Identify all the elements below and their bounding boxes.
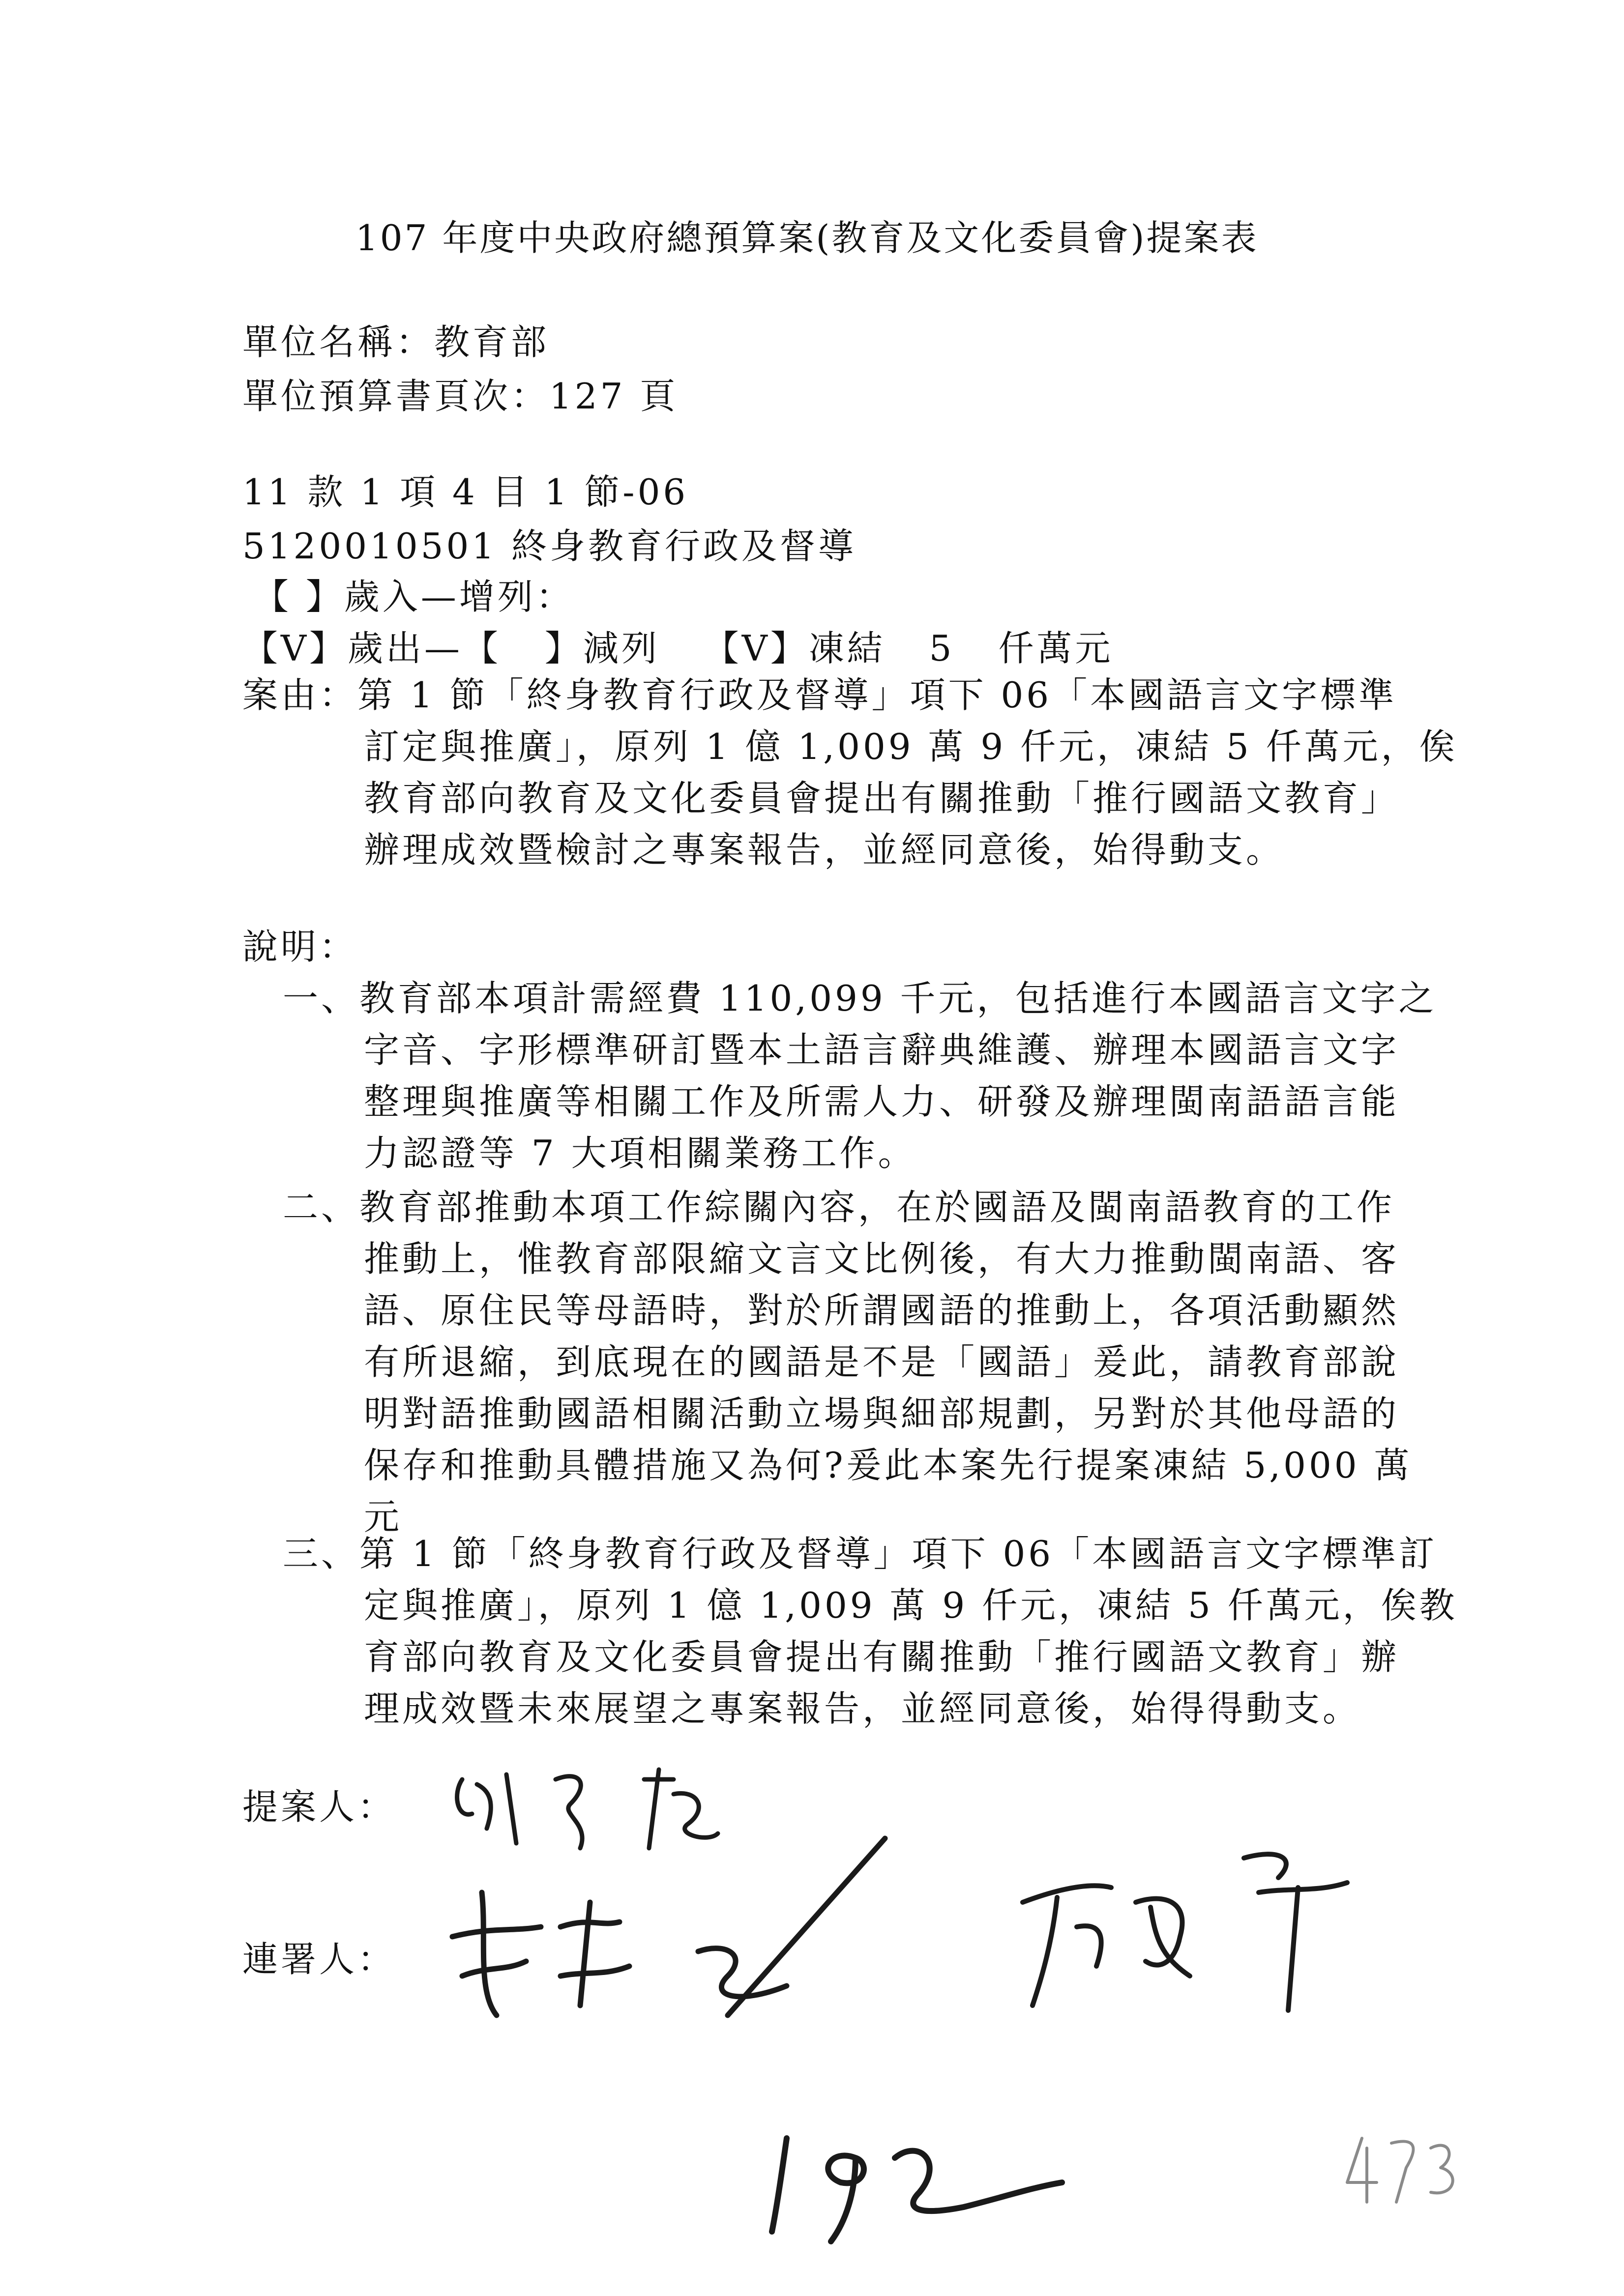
explanation-item-3-line: 三、第 1 節「終身教育行政及督導」項下 06「本國語言文字標準訂 [283,1533,1438,1574]
explanation-item-2-line: 二、教育部推動本項工作綜關內容，在於國語及閩南語教育的工作 [283,1187,1395,1228]
explanation-item-1-line: 力認證等 7 大項相關業務工作。 [364,1133,916,1174]
expenditure-line: 【V】歲出—【 】減列 【V】凍結 5 仟萬元 [242,628,1114,669]
explanation-item-2-line: 有所退縮，到底現在的國語是不是「國語」爰此，請教育部說 [364,1341,1400,1383]
unit-budget-page: 單位預算書頁次：127 頁 [242,376,679,417]
cosigner-label: 連署人： [242,1939,396,1980]
explanation-label: 說明： [242,926,358,967]
unit-name: 單位名稱：教育部 [242,321,550,363]
page-number [757,2119,1072,2246]
budget-item: 5120010501 終身教育行政及督導 [242,525,856,567]
explanation-item-3-line: 定與推廣」，原列 1 億 1,009 萬 9 仟元，凍結 5 仟萬元，俟教 [364,1585,1458,1626]
document-title: 107 年度中央政府總預算案(教育及文化委員會)提案表 [355,217,1259,259]
cosigner-signature-2 [1003,1829,1377,2025]
revenue-line: 【 】歲入—增列： [253,576,574,617]
budget-code: 11 款 1 項 4 目 1 節-06 [242,471,689,513]
explanation-item-2-line: 推動上，惟教育部限縮文言文比例後，有大力推動閩南語、客 [364,1238,1400,1279]
explanation-item-1-line: 字音、字形標準研訂暨本土語言辭典維護、辦理本國語言文字 [364,1029,1400,1071]
case-reason-line: 訂定與推廣」，原列 1 億 1,009 萬 9 仟元，凍結 5 仟萬元，俟 [364,726,1458,767]
cosigner-signature-1 [433,1829,924,2035]
explanation-item-2-line: 元 [364,1496,403,1538]
explanation-item-1-line: 一、教育部本項計需經費 110,099 千元，包括進行本國語言文字之 [283,978,1437,1019]
explanation-item-1-line: 整理與推廣等相關工作及所需人力、研發及辦理閩南語語言能 [364,1081,1400,1122]
proposer-label: 提案人： [242,1786,396,1828]
case-reason-line: 教育部向教育及文化委員會提出有關推動「推行國語文教育」 [364,778,1400,819]
case-reason-line: 案由：第 1 節「終身教育行政及督導」項下 06「本國語言文字標準 [242,674,1397,716]
explanation-item-2-line: 明對語推動國語相關活動立場與細部規劃，另對於其他母語的 [364,1393,1400,1434]
explanation-item-3-line: 理成效暨未來展望之專案報告，並經同意後，始得得動支。 [364,1688,1361,1729]
page-stamp [1337,2128,1465,2207]
explanation-item-3-line: 育部向教育及文化委員會提出有關推動「推行國語文教育」辦 [364,1636,1400,1678]
explanation-item-2-line: 語、原住民等母語時，對於所謂國語的推動上，各項活動顯然 [364,1290,1400,1331]
explanation-item-2-line: 保存和推動具體措施又為何?爰此本案先行提案凍結 5,000 萬 [364,1445,1413,1486]
case-reason-line: 辦理成效暨檢討之專案報告，並經同意後，始得動支。 [364,829,1285,871]
